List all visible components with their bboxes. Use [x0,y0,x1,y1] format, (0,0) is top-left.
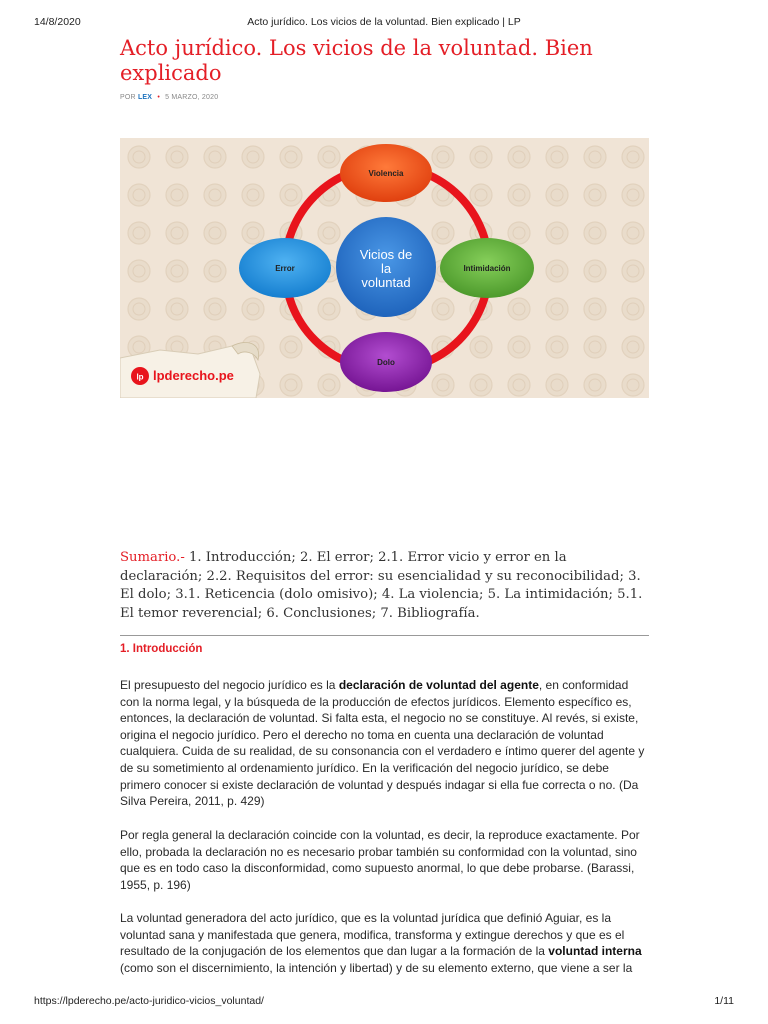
paragraph-1 [120,677,650,810]
node-intimidacion-label: Intimidación [463,264,511,273]
byline-separator: • [157,94,160,101]
article-header [120,36,649,101]
paragraph-2: Por regla general la declaración coincide con la voluntad, es decir, la reproduce exactamente. Por ello, probada la declaración no es necesario probar también su conformidad con la voluntad, sino que es en todo caso la disconformidad, como supuesto anormal, lo que debe probarse. (Barassi, 1955, p. 196) [120,828,640,892]
p3-bold: voluntad interna [548,944,642,959]
node-violencia-label: Violencia [368,169,404,178]
author-link[interactable]: LEX [137,94,153,101]
p3-text-c: (como son el discernimiento, la intención y libertad) y de su elemento externo, que viene a ser la [120,960,633,975]
page-count: 1/11 [714,995,734,1007]
p1-bold: declaración de voluntad del agente [338,678,539,692]
publish-date: 5 MARZO, 2020 [165,94,219,101]
print-date: 14/8/2020 [34,16,81,28]
p1-text-a: El presupuesto del negocio jurídico es la [120,678,339,692]
p3-text-a: La voluntad generadora del acto jurídico, que es la voluntad jurídica que definió Aguiar, es la voluntad sana y manifestada que genera, modifica, transforma y extingue derechos y que es el resultado de la conjugación de los elementos que dan lugar a la formación de la [120,911,625,959]
summary-label: Sumario.- [120,550,185,565]
node-dolo-label: Dolo [377,358,395,367]
byline-por: POR [120,94,136,101]
article-title: Acto jurídico. Los vicios de la voluntad. Bien explicado [120,36,593,85]
section-heading-introduccion: 1. Introducción [120,643,203,655]
center-line-3: voluntad [361,275,411,290]
lp-logo-text: lpderecho.pe [153,368,234,383]
p1-text-c: , en conformidad con la norma legal, y la búsqueda de la producción de efectos jurídicos. Elemento específico es, entonces, la declaración de voluntad. Si falta esta, el negocio no se constituye. Al revés, si existe, origina el negocio jurídico. Pero el derecho no toma en cuenta una declaración de voluntad cualquiera. Cuida de su realidad, de su consonancia con el verdadero e íntimo querer del agente y de su sometimiento al ordenamiento jurídico. En la verificación del negocio jurídico, se debe primero conocer si existe declaración de voluntad y después indagar si ella fue correcta o no. (Da Silva Pereira, 2011, p. 429) [120,678,645,809]
byline [120,94,649,101]
featured-image [120,138,649,398]
center-line-1: Vicios de [359,247,413,262]
vicios-diagram [120,138,649,398]
summary-text: 1. Introducción; 2. El error; 2.1. Error vicio y error en la declaración; 2.2. Requisitos del error: su esencialidad y su reconocibilidad; 3. El dolo; 3.1. Reticencia (dolo omisivo); 4. La violencia; 5. La intimidación; 5.1. El temor reverencial; 6. Conclusiones; 7. Bibliografía. [120,550,643,621]
node-error-label: Error [275,264,295,273]
divider [120,635,649,636]
lp-logo-mark: lp [136,372,144,382]
print-title: Acto jurídico. Los vicios de la voluntad. Bien explicado | LP [247,16,521,28]
page-url: https://lpderecho.pe/acto-juridico-vicios_voluntad/ [34,995,264,1007]
paragraph-3 [120,910,650,976]
center-line-2: la [380,261,392,276]
summary [120,549,650,623]
